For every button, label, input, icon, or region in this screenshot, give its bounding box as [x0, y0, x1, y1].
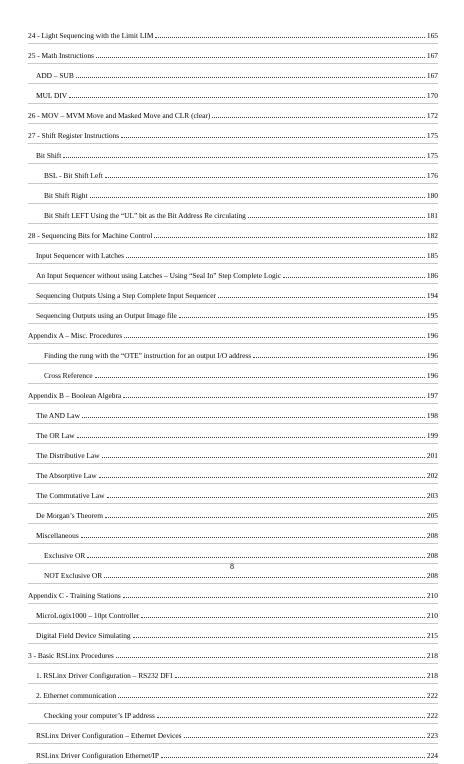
dot-leader	[248, 217, 425, 218]
toc-entry[interactable]	[28, 424, 438, 444]
toc-entry-page: 224	[426, 751, 438, 760]
toc-entry-title: Appendix A – Misc. Procedures	[28, 331, 122, 343]
toc-entry-page: 222	[426, 691, 438, 700]
toc-entry-title: Bit Shift Right	[28, 191, 88, 203]
toc-entry-page: 197	[426, 391, 438, 400]
toc-entry[interactable]	[28, 644, 438, 664]
dot-leader	[96, 57, 425, 58]
toc-entry[interactable]	[28, 584, 438, 604]
toc-entry[interactable]	[28, 524, 438, 544]
toc-entry-page: 167	[426, 71, 438, 80]
dot-leader	[99, 477, 425, 478]
toc-entry-title: De Morgan’s Theorem	[28, 511, 103, 523]
dot-leader	[184, 737, 425, 738]
toc-entry[interactable]	[28, 144, 438, 164]
toc-entry-page: 202	[426, 471, 438, 480]
toc-entry-page: 199	[426, 431, 438, 440]
toc-entry-title: 1. RSLinx Driver Configuration – RS232 DF1	[28, 671, 173, 683]
toc-entry-title: Cross Reference	[28, 371, 93, 383]
toc-entry-title: 26 - MOV – MVM Move and Masked Move and CLR (clear)	[28, 111, 210, 123]
toc-entry[interactable]	[28, 604, 438, 624]
dot-leader	[154, 237, 425, 238]
dot-leader	[124, 337, 425, 338]
dot-leader	[95, 377, 425, 378]
toc-entry-title: Exclusive OR	[28, 551, 85, 563]
toc-entry[interactable]	[28, 44, 438, 64]
dot-leader	[90, 197, 425, 198]
toc-entry[interactable]	[28, 464, 438, 484]
dot-leader	[105, 517, 425, 518]
dot-leader	[157, 717, 425, 718]
toc-entry-page: 172	[426, 111, 438, 120]
toc-entry[interactable]	[28, 484, 438, 504]
dot-leader	[179, 317, 425, 318]
toc-entry-title: Appendix C - Training Stations	[28, 591, 121, 603]
toc-entry-page: 176	[426, 171, 438, 180]
toc-entry-title: RSLinx Driver Configuration – Ethernet Devices	[28, 731, 182, 743]
toc-entry-title: Input Sequencer with Latches	[28, 251, 124, 263]
toc-entry-title: 25 - Math Instructions	[28, 51, 94, 63]
toc-entry-title: ADD – SUB	[28, 71, 74, 83]
toc-entry-title: MicroLogix1000 – 10pt Controller	[28, 611, 139, 623]
dot-leader	[105, 177, 425, 178]
toc-entry-page: 180	[426, 191, 438, 200]
toc-entry[interactable]	[28, 404, 438, 424]
dot-leader	[212, 117, 425, 118]
dot-leader	[102, 457, 425, 458]
toc-entry-title: 2. Ethernet communication	[28, 691, 116, 703]
toc-entry-page: 205	[426, 511, 438, 520]
toc-entry-page: 223	[426, 731, 438, 740]
toc-entry-title: 24 - Light Sequencing with the Limit LIM	[28, 31, 153, 43]
toc-entry-title: The OR Law	[28, 431, 75, 443]
toc-entry[interactable]	[28, 664, 438, 684]
toc-entry-title: NOT Exclusive OR	[28, 571, 102, 583]
toc-entry-page: 185	[426, 251, 438, 260]
toc-entry-page: 208	[426, 571, 438, 580]
dot-leader	[126, 257, 425, 258]
toc-entry-title: The Distributive Law	[28, 451, 100, 463]
toc-entry-page: 218	[426, 651, 438, 660]
page-number: 8	[230, 562, 234, 571]
dot-leader	[116, 657, 425, 658]
dot-leader	[104, 577, 425, 578]
toc-entry[interactable]	[28, 184, 438, 204]
dot-leader	[283, 277, 425, 278]
dot-leader	[253, 357, 425, 358]
toc-entry[interactable]	[28, 444, 438, 464]
toc-entry-title: Bit Shift LEFT Using the “UL” bit as the Bit Address Re circulating	[28, 211, 246, 223]
table-of-contents	[28, 24, 438, 764]
toc-entry-title: RSLinx Driver Configuration Ethernet/IP	[28, 751, 159, 763]
toc-entry[interactable]	[28, 744, 438, 764]
toc-entry-page: 195	[426, 311, 438, 320]
toc-entry-page: 186	[426, 271, 438, 280]
toc-entry-title: Digital Field Device Simulating	[28, 631, 131, 643]
toc-entry-title: The AND Law	[28, 411, 80, 423]
toc-entry[interactable]	[28, 64, 438, 84]
toc-entry[interactable]	[28, 224, 438, 244]
toc-entry-page: 218	[426, 671, 438, 680]
toc-entry-page: 215	[426, 631, 438, 640]
dot-leader	[141, 617, 425, 618]
toc-entry[interactable]	[28, 364, 438, 384]
toc-entry-title: Miscellaneous	[28, 531, 79, 543]
toc-entry-page: 201	[426, 451, 438, 460]
dot-leader	[107, 497, 425, 498]
toc-entry[interactable]	[28, 344, 438, 364]
toc-entry-page: 194	[426, 291, 438, 300]
toc-entry[interactable]	[28, 24, 438, 44]
toc-entry-title: BSL - Bit Shift Left	[28, 171, 103, 183]
toc-entry-page: 203	[426, 491, 438, 500]
dot-leader	[161, 757, 425, 758]
toc-entry-page: 175	[426, 131, 438, 140]
dot-leader	[77, 437, 425, 438]
toc-entry-page: 196	[426, 331, 438, 340]
toc-entry[interactable]	[28, 304, 438, 324]
toc-entry-title: An Input Sequencer without using Latches – Using “Seal In” Step Complete Logic	[28, 271, 281, 283]
toc-entry[interactable]	[28, 164, 438, 184]
dot-leader	[69, 97, 425, 98]
toc-entry[interactable]	[28, 244, 438, 264]
toc-entry[interactable]	[28, 324, 438, 344]
toc-entry[interactable]	[28, 104, 438, 124]
toc-entry-title: Sequencing Outputs Using a Step Complete Input Sequencer	[28, 291, 216, 303]
toc-entry-title: 28 - Sequencing Bits for Machine Control	[28, 231, 152, 243]
toc-entry-page: 210	[426, 611, 438, 620]
dot-leader	[123, 597, 425, 598]
dot-leader	[175, 677, 425, 678]
toc-entry-page: 208	[426, 551, 438, 560]
toc-entry[interactable]	[28, 264, 438, 284]
dot-leader	[133, 637, 425, 638]
dot-leader	[63, 157, 425, 158]
toc-entry[interactable]	[28, 384, 438, 404]
dot-leader	[121, 137, 425, 138]
toc-entry-title: Bit Shift	[28, 151, 61, 163]
dot-leader	[218, 297, 425, 298]
toc-entry-page: 210	[426, 591, 438, 600]
dot-leader	[118, 697, 425, 698]
toc-entry-page: 175	[426, 151, 438, 160]
toc-entry[interactable]	[28, 724, 438, 744]
toc-entry-title: The Commutative Law	[28, 491, 105, 503]
dot-leader	[82, 417, 425, 418]
toc-entry[interactable]	[28, 504, 438, 524]
toc-entry[interactable]	[28, 684, 438, 704]
toc-entry[interactable]	[28, 544, 438, 564]
toc-entry-page: 208	[426, 531, 438, 540]
dot-leader	[81, 537, 425, 538]
toc-entry-page: 198	[426, 411, 438, 420]
toc-entry-page: 222	[426, 711, 438, 720]
dot-leader	[155, 37, 424, 38]
dot-leader	[123, 397, 425, 398]
dot-leader	[76, 77, 425, 78]
toc-entry-title: 3 - Basic RSLinx Procedures	[28, 651, 114, 663]
toc-entry-title: MUL DIV	[28, 91, 67, 103]
toc-entry-title: The Absorptive Law	[28, 471, 97, 483]
dot-leader	[87, 557, 425, 558]
toc-entry-title: Finding the rung with the “OTE” instruction for an output I/O address	[28, 351, 251, 363]
toc-entry-page: 182	[426, 231, 438, 240]
toc-entry-title: Sequencing Outputs using an Output Image file	[28, 311, 177, 323]
toc-entry-page: 196	[426, 351, 438, 360]
toc-entry[interactable]	[28, 124, 438, 144]
toc-entry-title: Checking your computer’s IP address	[28, 711, 155, 723]
toc-entry-page: 165	[426, 31, 438, 40]
toc-entry-title: 27 - Shift Register Instructions	[28, 131, 119, 143]
toc-entry-page: 181	[426, 211, 438, 220]
toc-entry-page: 196	[426, 371, 438, 380]
toc-entry-page: 167	[426, 51, 438, 60]
toc-entry-page: 170	[426, 91, 438, 100]
toc-entry[interactable]	[28, 204, 438, 224]
toc-entry[interactable]	[28, 704, 438, 724]
toc-entry[interactable]	[28, 84, 438, 104]
toc-entry[interactable]	[28, 284, 438, 304]
toc-entry-title: Appendix B – Boolean Algebra	[28, 391, 121, 403]
toc-entry[interactable]	[28, 624, 438, 644]
